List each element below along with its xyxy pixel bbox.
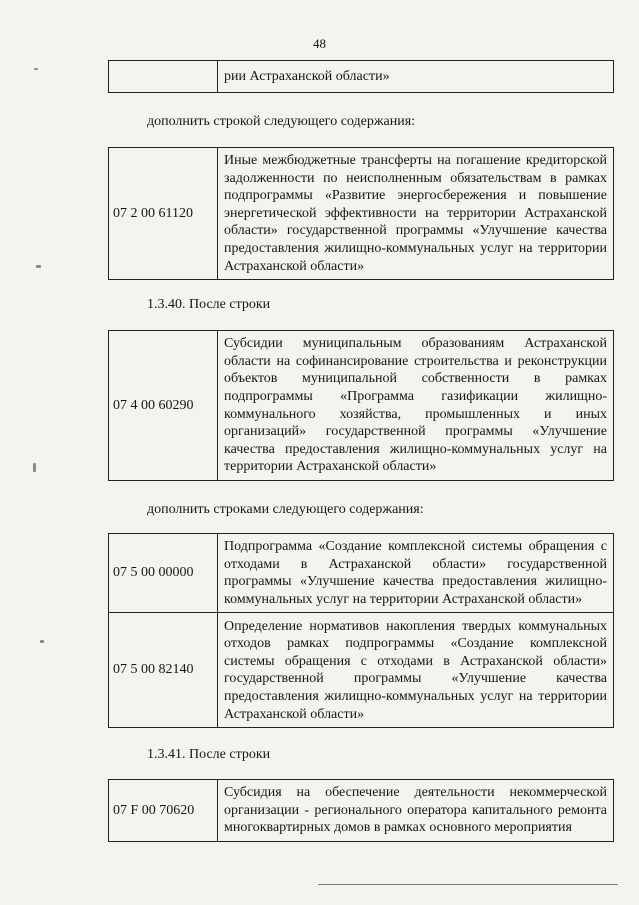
budget-code-cell: 07 2 00 61120 (109, 148, 218, 280)
footer-rule (318, 884, 618, 885)
scan-speck (40, 640, 44, 643)
description-cell: Субсидия на обеспечение деятельности некоммерческой организации - регионального оператора капитального ремонта многоквартирных домов в рамках основного мероприятия (218, 780, 614, 842)
scan-speck (34, 68, 38, 70)
table-row (109, 613, 614, 728)
budget-code-cell: 07 5 00 82140 (109, 613, 218, 728)
table-add-rows (108, 533, 614, 728)
table-row (109, 331, 614, 481)
budget-code-cell: 07 4 00 60290 (109, 331, 218, 481)
section-heading: 1.3.41. После строки (147, 747, 271, 762)
instruction-paragraph: дополнить строкой следующего содержания: (147, 114, 416, 129)
description-cell: Определение нормативов накопления твердых коммунальных отходов рамках подпрограммы «Создание комплексной системы обращения с отходами в Астраханской области» государственной программы «Улучшение качества предоставления жилищно-коммунальных услуг на территории Астраханской области» (218, 613, 614, 728)
table-continuation (108, 60, 614, 93)
description-cell: Субсидии муниципальным образованиям Астраханской области на софинансирование строительства и реконструкции объектов муниципальной собственности в рамках подпрограммы «Программа газификации жилищно-коммунального хозяйства, промышленных и иных организаций» государственной программы «Улучшение качества предоставления жилищно-коммунальных услуг на территории Астраханской области» (218, 331, 614, 481)
scan-speck (36, 265, 41, 268)
table-after-row-2 (108, 779, 614, 842)
budget-code-cell (109, 61, 218, 93)
description-cell: Иные межбюджетные трансферты на погашение кредиторской задолженности по неисполненным обязательствам в рамках подпрограммы «Развитие энергосбережения и повышение энергетической эффективности на территории Астраханской области» государственной программы «Улучшение качества предоставления жилищно-коммунальных услуг на территории Астраханской области» (218, 148, 614, 280)
description-cell: Подпрограмма «Создание комплексной системы обращения с отходами в Астраханской области» государственной программы «Улучшение качества предоставления жилищно-коммунальных услуг на территории Астраханской области» (218, 534, 614, 613)
scan-speck (33, 463, 36, 472)
budget-code-cell: 07 F 00 70620 (109, 780, 218, 842)
table-row (109, 534, 614, 613)
instruction-paragraph: дополнить строками следующего содержания: (147, 502, 424, 517)
table-row (109, 148, 614, 280)
table-after-row (108, 330, 614, 481)
description-cell: рии Астраханской области» (218, 61, 614, 93)
table-row (109, 61, 614, 93)
budget-code-cell: 07 5 00 00000 (109, 534, 218, 613)
table-add-row (108, 147, 614, 280)
table-row (109, 780, 614, 842)
page-number: 48 (313, 36, 326, 51)
section-heading: 1.3.40. После строки (147, 297, 271, 312)
